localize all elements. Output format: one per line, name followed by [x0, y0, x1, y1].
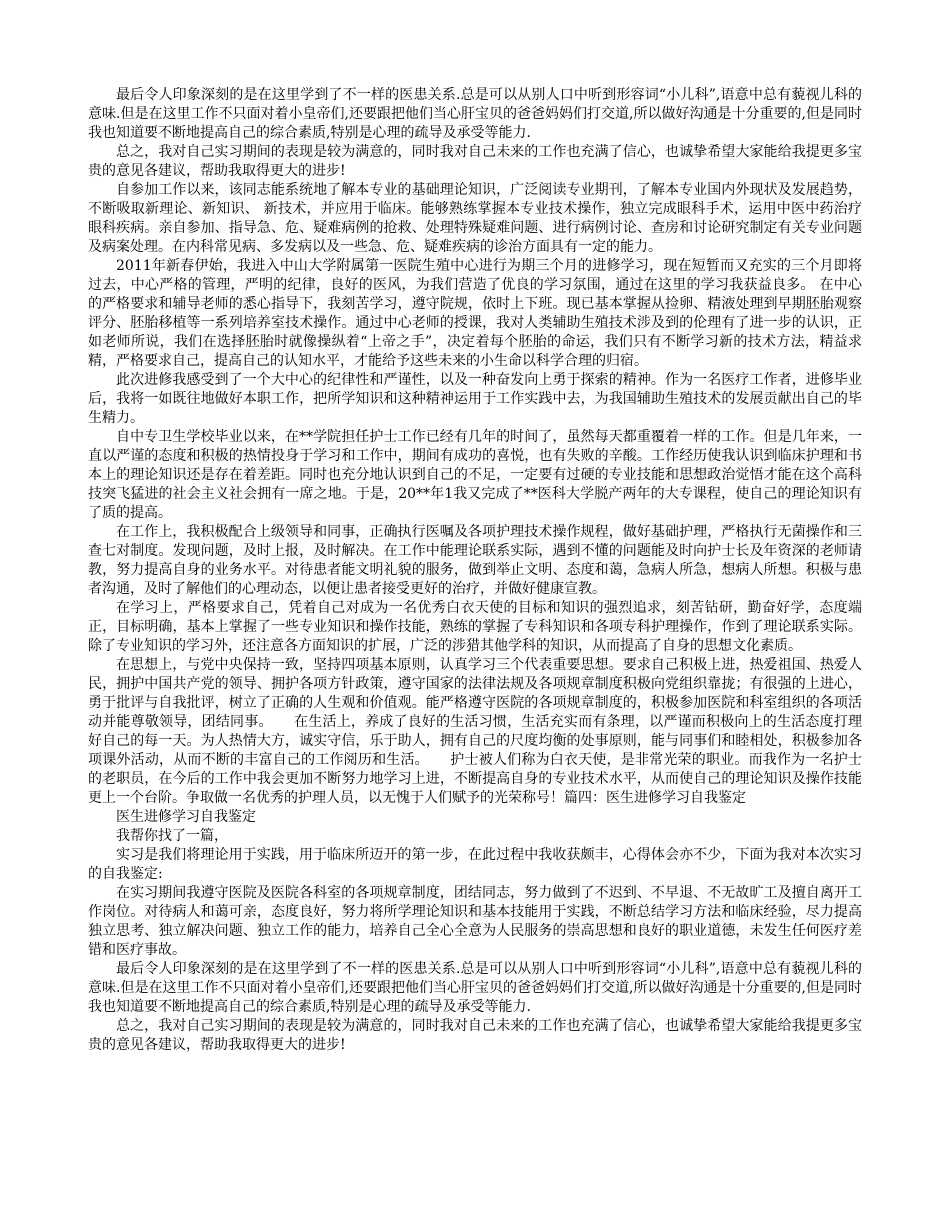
paragraph-1: 最后令人印象深刻的是在这里学到了不一样的医患关系.总是可以从别人口中听到形容词“小儿科”,语意中总有藐视儿科的意味.但是在这里工作不只面对着小皇帝们,还要跟把他们当心肝宝贝的爸爸妈妈们打交道,所以做好沟通是十分重要的,但是同时我也知道要不断地提高自己的综合素质,特别是心理的疏导及承受等能力. [88, 87, 862, 141]
paragraph-13: 在实习期间我遵守医院及医院各科室的各项规章制度，团结同志，努力做到了不迟到、不早退、不无故旷工及擅自离开工作岗位。对待病人和蔼可亲，态度良好，努力将所学理论知识和基本技能用于实践，不断总结学习方法和临床经验，尽力提高独立思考、独立解决问题、独立工作的能力，培养自己全心全意为人民服务的崇高思想和良好的职业道德，未发生任何医疗差错和医疗事故。 [88, 885, 862, 958]
paragraph-9: 在思想上，与党中央保持一致，坚持四项基本原则，认真学习三个代表重要思想。要求自己积极上进，热爱祖国、热爱人民，拥护中国共产党的领导、拥护各项方针政策，遵守国家的法律法规及各项规章制度积极向党组织靠拢；有很强的上进心，勇于批评与自我批评，树立了正确的人生观和价值观。能严格遵守医院的各项规章制度的，积极参加医院和科室组织的各项活动并能尊敬领导，团结同事。 在生活上，养成了良好的生活习惯，生活充实而有条理，以严谨而积极向上的生活态度打理好自己的每一天。为人热情大方，诚实守信，乐于助人，拥有自己的尺度均衡的处事原则，能与同事们和睦相处，积极参加各项课外活动，从而不断的丰富自己的工作阅历和生活。 护士被人们称为白衣天使，是非常光荣的职业。而我作为一名护士的老职员，在今后的工作中我会更加不断努力地学习上进，不断提高自身的专业技术水平，从而使自己的理论知识及操作技能更上一个台阶。争取做一名优秀的护理人员，以无愧于人们赋予的光荣称号！篇四：医生进修学习自我鉴定 [88, 657, 862, 806]
paragraph-11: 我帮你找了一篇， [116, 828, 228, 844]
paragraph-4: 2011年新春伊始，我进入中山大学附属第一医院生殖中心进行为期三个月的进修学习，现在短暂而又充实的三个月即将过去，中心严格的管理，严明的纪律，良好的医风，为我们营造了优良的学习氛围，通过在这里的学习我获益良多。 在中心的严格要求和辅导老师的悉心指导下，我刻苦学习，遵守院规，依时上下班。现已基本掌握从捡卵、精液处理到早期胚胎观察评分、胚胎移植等一系列培养室技术操作。通过中心老师的授课，我对人类辅助生殖技术涉及到的伦理有了进一步的认识，正如老师所说，我们在选择胚胎时就像操纵着“上帝之手”，决定着每个胚胎的命运，我们只有不断学习新的技术方法，精益求精，严格要求自己，提高自己的认知水平，才能给予这些未来的小生命以科学合理的归宿。 [88, 258, 862, 369]
paragraph-8: 在学习上，严格要求自己，凭着自己对成为一名优秀白衣天使的目标和知识的强烈追求，刻苦钻研，勤奋好学，态度端正，目标明确，基本上掌握了一些专业知识和操作技能，熟练的掌握了专科知识和各项专科护理操作，作到了理论联系实际。除了专业知识的学习外，还注意各方面知识的扩展，广泛的涉猎其他学科的知识，从而提高了自身的思想文化素质。 [88, 600, 862, 654]
section-heading: 医生进修学习自我鉴定 [116, 809, 256, 825]
paragraph-7: 在工作上，我积极配合上级领导和同事，正确执行医嘱及各项护理技术操作规程，做好基础护理，严格执行无菌操作和三查七对制度。发现问题，及时上报，及时解决。在工作中能理论联系实际，遇到不懂的问题能及时向护士长及年资深的老师请教，努力提高自身的业务水平。对待患者能文明礼貌的服务，做到举止文明、态度和蔼，急病人所急，想病人所想。积极与患者沟通，及时了解他们的心理动态，以便让患者接受更好的治疗，并做好健康宣教。 [88, 524, 862, 597]
paragraph-5: 此次进修我感受到了一个大中心的纪律性和严谨性，以及一种奋发向上勇于探索的精神。作为一名医疗工作者，进修毕业后，我将一如既往地做好本职工作，把所学知识和这种精神运用于工作实践中去，为我国辅助生殖技术的发展贡献出自己的毕生精力。 [88, 372, 862, 426]
paragraph-3: 自参加工作以来，该同志能系统地了解本专业的基础理论知识，广泛阅读专业期刊，了解本专业国内外现状及发展趋势，不断吸取新理论、新知识、 新技术，并应用于临床。能够熟练掌握本专业技术操作，独立完成眼科手术，运用中医中药治疗眼科疾病。亲自参加、指导急、危、疑难病例的抢救、处理特殊疑难问题、进行病例讨论、查房和讨论研究制定有关专业问题及病案处理。在内科常见病、多发病以及一些急、危、疑难疾病的诊治方面具有一定的能力。 [88, 182, 862, 255]
paragraph-12: 实习是我们将理论用于实践，用于临床所迈开的第一步，在此过程中我收获颇丰，心得体会亦不少，下面为我对本次实习的自我鉴定: [88, 847, 862, 882]
paragraph-14: 最后令人印象深刻的是在这里学到了不一样的医患关系.总是可以从别人口中听到形容词“小儿科”,语意中总有藐视儿科的意味.但是在这里工作不只面对着小皇帝们,还要跟把他们当心肝宝贝的爸爸妈妈们打交道,所以做好沟通是十分重要的,但是同时我也知道要不断地提高自己的综合素质,特别是心理的疏导及承受等能力. [88, 961, 862, 1015]
paragraph-2: 总之，我对自己实习期间的表现是较为满意的，同时我对自己未来的工作也充满了信心，也诚挚希望大家能给我提更多宝贵的意见各建议，帮助我取得更大的进步! [88, 144, 862, 179]
paragraph-6: 自中专卫生学校毕业以来，在**学院担任护士工作已经有几年的时间了，虽然每天都重覆着一样的工作。但是几年来，一直以严谨的态度和积极的热情投身于学习和工作中，期间有成功的喜悦，也有失败的辛酸。工作经历使我认识到临床护理和书本上的理论知识还是存在着差距。同时也充分地认识到自己的不足，一定要有过硬的专业技能和思想政治觉悟才能在这个高科技突飞猛进的社会主义社会拥有一席之地。于是，20**年1我又完成了**医科大学脱产两年的大专课程，使自己的理论知识有了质的提高。 [88, 429, 862, 521]
paragraph-15: 总之，我对自己实习期间的表现是较为满意的，同时我对自己未来的工作也充满了信心，也诚挚希望大家能给我提更多宝贵的意见各建议，帮助我取得更大的进步! [88, 1018, 862, 1053]
